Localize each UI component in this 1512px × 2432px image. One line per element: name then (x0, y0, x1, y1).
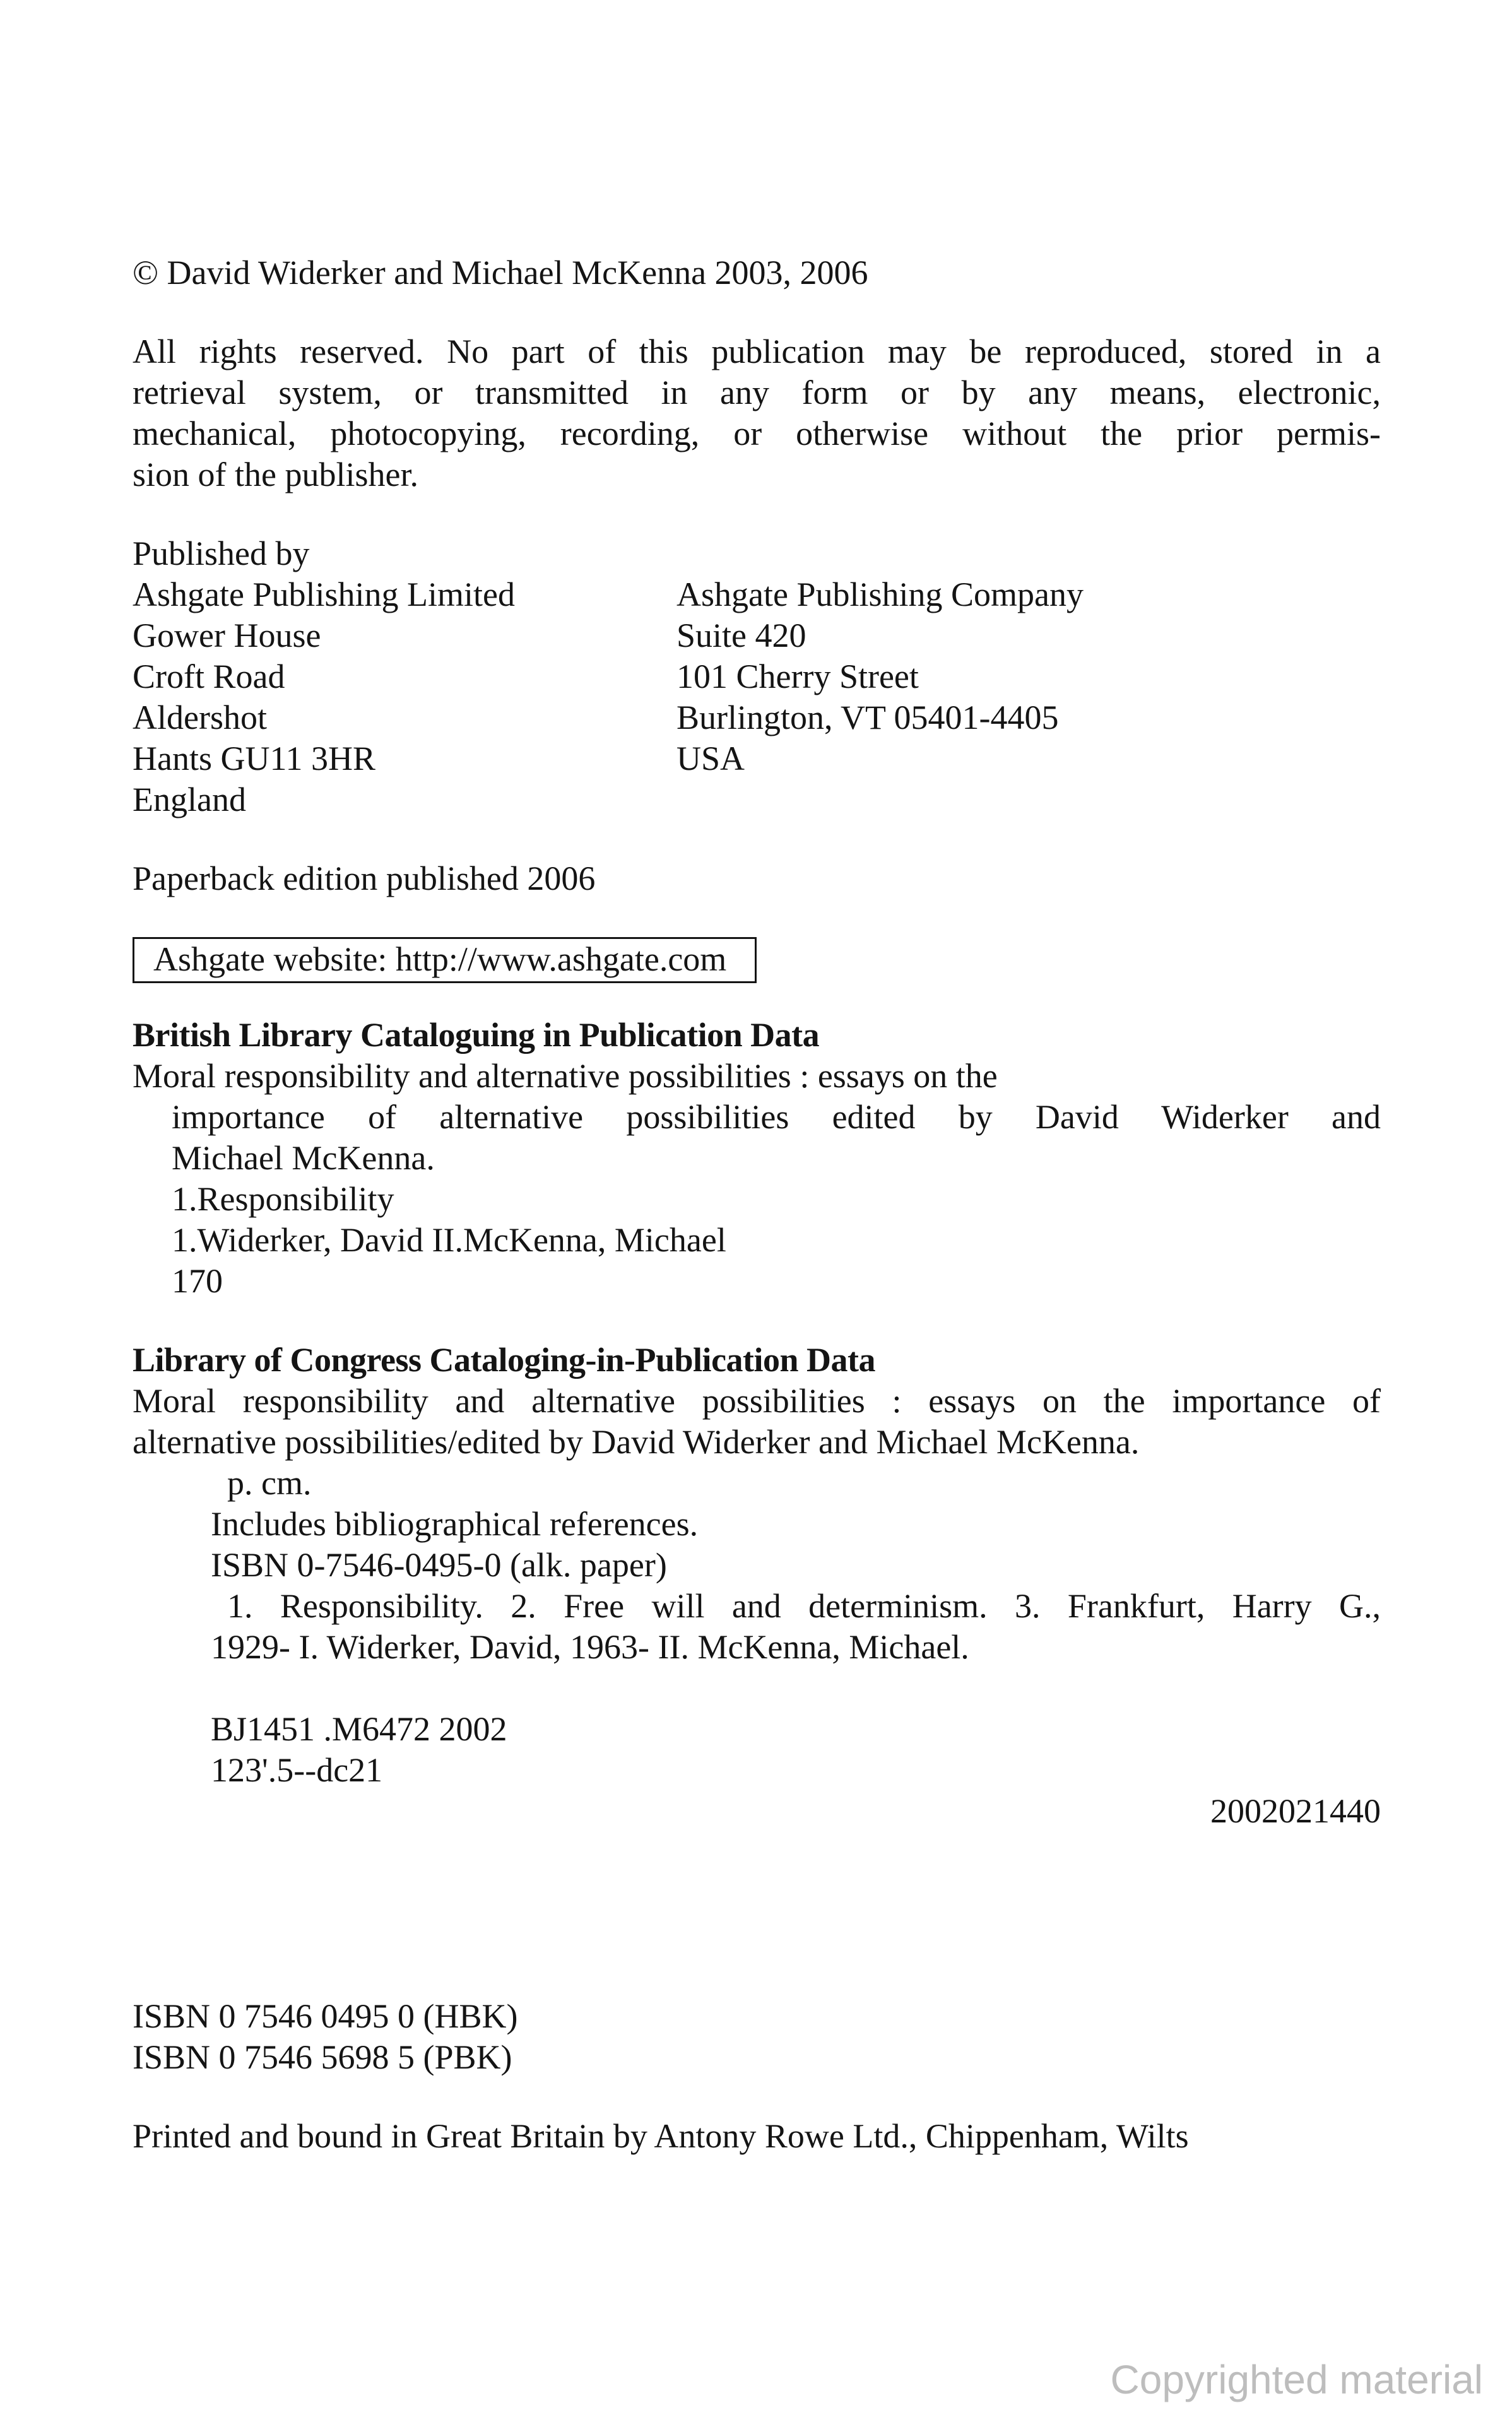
copyright-page (133, 252, 1381, 2157)
dewey-number: 123'.5--dc21 (211, 1751, 383, 1789)
publisher-addresses (133, 574, 1381, 820)
isbn-pbk: ISBN 0 7546 5698 5 (PBK) (133, 2038, 512, 2076)
address-line: Croft Road (133, 658, 285, 695)
printer-note: Printed and bound in Great Britain by Antony Rowe Ltd., Chippenham, Wilts (133, 2117, 1189, 2155)
address-line: Hants GU11 3HR (133, 740, 375, 777)
cip-line: Moral responsibility and alternative possibilities : essays on the importance of (133, 1382, 1381, 1420)
cip-line: Moral responsibility and alternative possibilities : essays on the (133, 1057, 998, 1095)
published-by-label: Published by (133, 534, 310, 572)
cip-line: 1929- I. Widerker, David, 1963- II. McKenna, Michael. (211, 1628, 969, 1666)
cip-line: p. cm. (227, 1464, 312, 1502)
address-line: Aldershot (133, 699, 267, 736)
cip-line: 170 (172, 1262, 223, 1300)
address-line: England (133, 781, 246, 818)
library-of-congress-cip (133, 1340, 1381, 1832)
cip-line: 1. Responsibility. 2. Free will and determinism. 3. Frankfurt, Harry G., (227, 1587, 1381, 1625)
cip-line: Michael McKenna. (172, 1139, 435, 1177)
spacer (133, 1668, 1381, 1709)
address-line: Ashgate Publishing Limited (133, 576, 515, 613)
address-line: Burlington, VT 05401-4405 (676, 699, 1059, 736)
website-box: Ashgate website: http://www.ashgate.com (133, 937, 757, 983)
address-line: Gower House (133, 617, 321, 654)
address-line: Suite 420 (676, 617, 806, 654)
rights-line: mechanical, photocopying, recording, or otherwise without the prior permis- (133, 415, 1381, 452)
rights-line: retrieval system, or transmitted in any form or by any means, electronic, (133, 374, 1381, 411)
cip-line: importance of alternative possibilities edited by David Widerker and (172, 1098, 1381, 1136)
address-line: 101 Cherry Street (676, 658, 919, 695)
british-library-heading: British Library Cataloguing in Publication Data (133, 1016, 820, 1054)
isbn-list (133, 1996, 1381, 2078)
copyrighted-material-watermark: Copyrighted material (1110, 2357, 1483, 2402)
cip-line: Includes bibliographical references. (211, 1505, 699, 1543)
rights-line: sion of the publisher. (133, 456, 418, 493)
cip-line: 1.Widerker, David II.McKenna, Michael (172, 1221, 726, 1259)
uk-publisher-address (133, 574, 676, 820)
address-line: Ashgate Publishing Company (676, 576, 1084, 613)
library-of-congress-heading: Library of Congress Cataloging-in-Publication Data (133, 1341, 876, 1379)
us-publisher-address (676, 574, 1381, 820)
rights-statement (133, 331, 1381, 495)
address-line: USA (676, 740, 745, 777)
cip-line: 1.Responsibility (172, 1180, 394, 1218)
cip-line: ISBN 0-7546-0495-0 (alk. paper) (211, 1546, 667, 1584)
cip-line: alternative possibilities/edited by David Widerker and Michael McKenna. (133, 1423, 1140, 1461)
paperback-note: Paperback edition published 2006 (133, 859, 596, 897)
lccn: 2002021440 (1210, 1792, 1381, 1830)
british-library-cip (133, 1015, 1381, 1302)
rights-line: All rights reserved. No part of this publication may be reproduced, stored in a (133, 333, 1381, 370)
isbn-hbk: ISBN 0 7546 0495 0 (HBK) (133, 1997, 518, 2035)
call-number: BJ1451 .M6472 2002 (211, 1710, 507, 1748)
copyright-line: © David Widerker and Michael McKenna 2003, 2006 (133, 254, 868, 292)
